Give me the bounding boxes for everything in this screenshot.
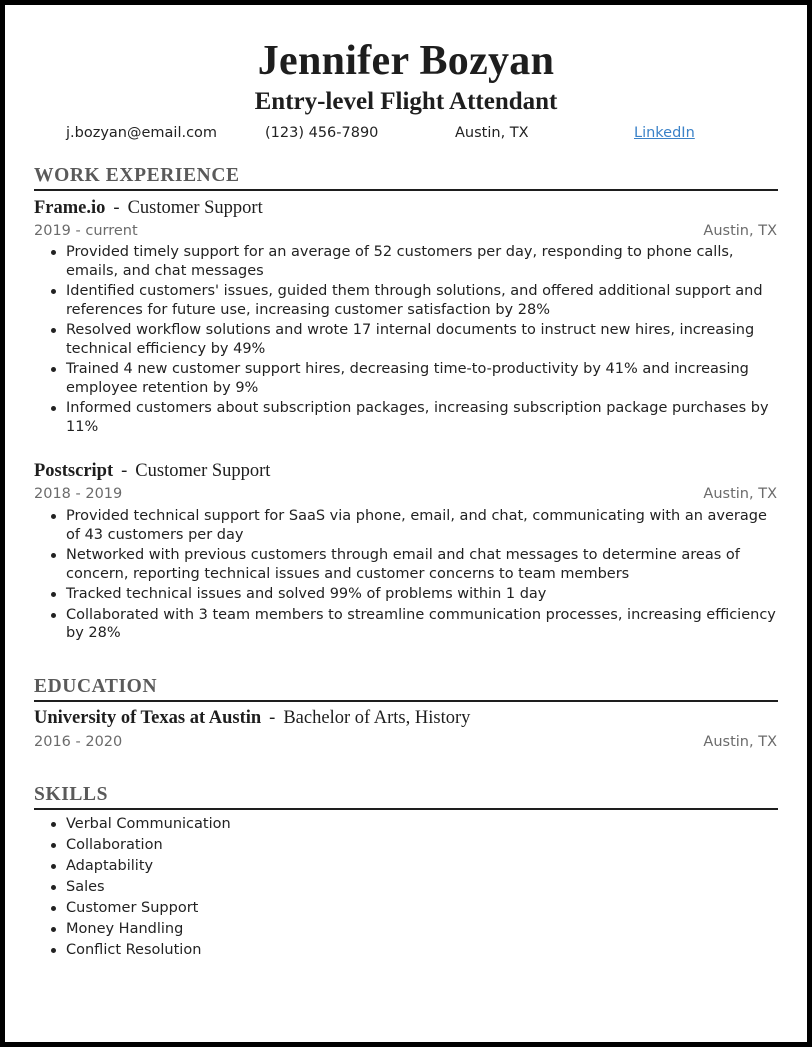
list-item: Informed customers about subscription packages, increasing subscription package purchases by 11% <box>51 399 785 436</box>
list-item: Adaptability <box>51 857 785 876</box>
degree: Bachelor of Arts, <box>283 708 411 728</box>
linkedin-link[interactable]: LinkedIn <box>634 125 695 141</box>
separator: - <box>121 461 128 481</box>
list-item: Collaboration <box>51 836 785 855</box>
job-role: Customer Support <box>127 198 263 218</box>
job-dates: 2019 - current <box>34 223 138 239</box>
job-dates: 2018 - 2019 <box>34 486 123 502</box>
company-name: Frame.io <box>34 198 106 218</box>
list-item: Tracked technical issues and solved 99% of problems within 1 day <box>51 585 785 604</box>
separator: - <box>269 708 276 728</box>
job-header <box>34 461 270 482</box>
list-item: Identified customers' issues, guided them through solutions, and offered additional support and references for future use, increasing customer satisfaction by 28% <box>51 282 785 319</box>
list-item: Provided timely support for an average of 52 customers per day, responding to phone calls, emails, and chat messages <box>51 243 785 280</box>
list-item: Provided technical support for SaaS via phone, email, and chat, communicating with an average of 43 customers per day <box>51 507 785 544</box>
education-heading: EDUCATION <box>34 676 158 697</box>
contact-email: j.bozyan@email.com <box>66 125 218 141</box>
work-experience-heading: WORK EXPERIENCE <box>34 165 240 186</box>
section-divider <box>34 808 778 810</box>
candidate-name: Jennifer Bozyan <box>257 38 555 84</box>
job-bullets <box>51 243 785 438</box>
section-divider <box>34 189 778 191</box>
education-dates: 2016 - 2020 <box>34 734 123 750</box>
job-bullets <box>51 507 785 645</box>
list-item: Sales <box>51 878 785 897</box>
school-name: University of Texas at Austin <box>34 708 262 728</box>
education-location: Austin, TX <box>703 734 777 750</box>
list-item: Resolved workflow solutions and wrote 17 internal documents to instruct new hires, increasing technical efficiency by 49% <box>51 321 785 358</box>
skills-list <box>51 815 785 962</box>
list-item: Money Handling <box>51 920 785 939</box>
skills-heading: SKILLS <box>34 784 109 805</box>
education-header <box>34 708 470 729</box>
list-item: Networked with previous customers through email and chat messages to determine areas of concern, reporting technical issues and customer concerns to team members <box>51 546 785 583</box>
resume-page <box>5 5 807 1042</box>
candidate-title: Entry-level Flight Attendant <box>254 88 558 115</box>
job-location: Austin, TX <box>703 486 777 502</box>
contact-location: Austin, TX <box>455 125 529 141</box>
list-item: Customer Support <box>51 899 785 918</box>
list-item: Conflict Resolution <box>51 941 785 960</box>
list-item: Verbal Communication <box>51 815 785 834</box>
job-header <box>34 198 263 219</box>
contact-phone: (123) 456-7890 <box>265 125 379 141</box>
company-name: Postscript <box>34 461 114 481</box>
job-location: Austin, TX <box>703 223 777 239</box>
list-item: Collaborated with 3 team members to streamline communication processes, increasing efficiency by 28% <box>51 606 785 643</box>
list-item: Trained 4 new customer support hires, decreasing time-to-productivity by 41% and increasing employee retention by 9% <box>51 360 785 397</box>
separator: - <box>113 198 120 218</box>
field-of-study: History <box>414 708 471 728</box>
job-role: Customer Support <box>135 461 271 481</box>
section-divider <box>34 700 778 702</box>
